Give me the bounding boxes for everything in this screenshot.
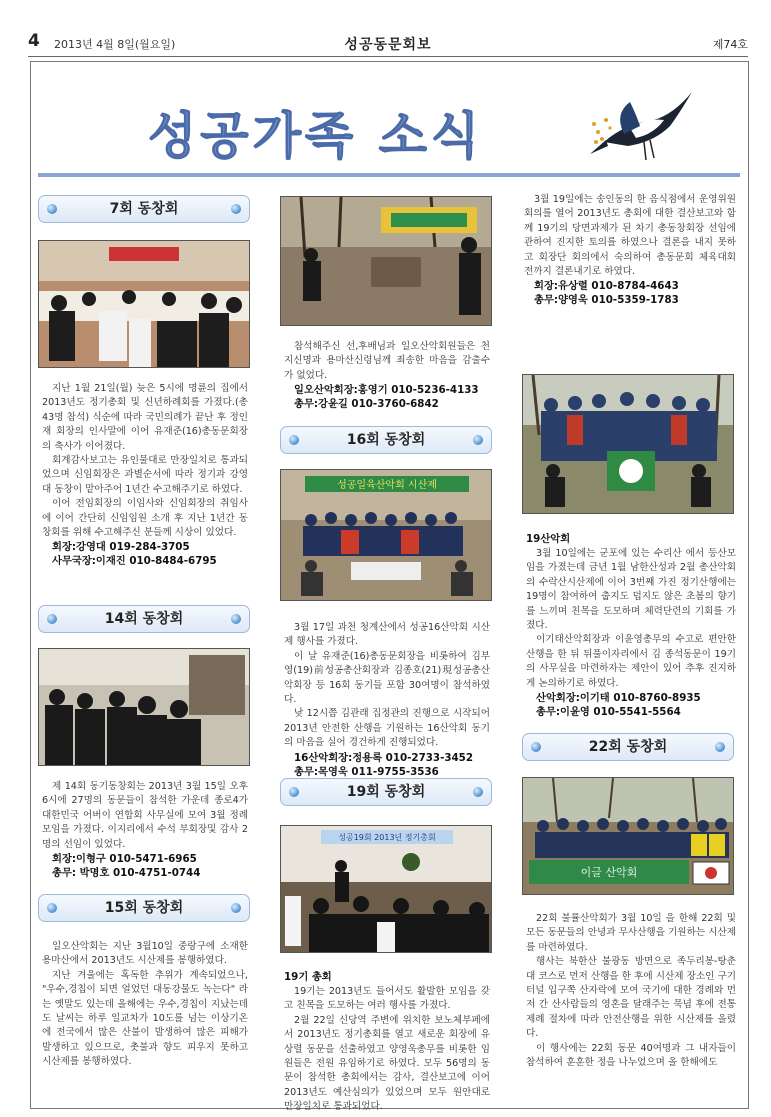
subsection-title: 19산악회 bbox=[526, 533, 571, 545]
bullet-icon bbox=[473, 787, 483, 797]
photo-19-hiking bbox=[522, 374, 734, 514]
magpie-icon bbox=[584, 84, 696, 168]
photo-16-banner-text: 성공일육산악회 시산제 bbox=[337, 480, 437, 491]
contact-line: 총무:이윤영 010-5541-5564 bbox=[536, 706, 681, 719]
section-title: 14회 동창회 bbox=[104, 611, 184, 627]
issue-number: 제74호 bbox=[712, 38, 748, 51]
section-title: 19회 동창회 bbox=[346, 784, 426, 800]
banner-rule bbox=[38, 173, 740, 177]
section-header-14 bbox=[38, 605, 250, 633]
bullet-icon bbox=[531, 742, 541, 752]
photo-19-meeting bbox=[280, 825, 492, 953]
photo-22-banner-text: 이글 산악회 bbox=[580, 866, 638, 879]
contact-line: 총무:강윤길 010-3760-6842 bbox=[294, 398, 439, 411]
photo-7-meeting bbox=[38, 240, 250, 368]
photo-19-banner-text: 성공19회 2013년 정기총회 bbox=[338, 833, 436, 842]
bullet-icon bbox=[231, 614, 241, 624]
contact-line: 총무:목영욱 011-9755-3536 bbox=[294, 765, 439, 778]
photo-22-group bbox=[522, 777, 734, 895]
article-15-cont: 참석해주신 선,후배님과 일오산악회원들은 천지신명과 용마산신령님께 죄송한 마음을 감출수가 없었다. 일오산악회장:홍영기 010-5236-4133 총무:강윤길 010-3760-6842 bbox=[284, 341, 490, 411]
section-title: 22회 동창회 bbox=[588, 739, 668, 755]
subsection-title: 19기 총회 bbox=[284, 971, 332, 983]
photo-16-group bbox=[280, 469, 492, 601]
section-header-16 bbox=[280, 426, 492, 454]
bullet-icon bbox=[47, 903, 57, 913]
photo-14-meeting bbox=[38, 648, 250, 766]
section-title: 15회 동창회 bbox=[104, 900, 184, 916]
section-header-7 bbox=[38, 195, 250, 223]
contact-line: 사무국장:이재진 010-8484-6795 bbox=[52, 555, 217, 568]
article-19-hiking: 19산악회 3월 10일에는 군포에 있는 수리산 에서 등산모임을 가졌는데 금년 1월 남한산성과 2월 총산악회의 수락산시산제에 이어 3번째 가진 정기산행에는 19명이 참여하여 춥지도 덥지도 않은 초봄의 향기를 느끼며 친목을 도모하며 체력단련의 기회를 가졌다. 이기태산악회장과 이윤영총무의 수고로 편안한 산행을 한 뒤 뒤풀이자리에서 김 종석동문이 19기의 사무실을 마련하자는 제안이 있어 추후 진지하게 논의하기로 하였다. 산악회장:이기태 010-8760-8935 총무:이윤영 010-5541-5564 bbox=[526, 533, 736, 719]
bullet-icon bbox=[473, 435, 483, 445]
article-22: 22회 불률산악회가 3월 10일 을 한해 22회 및 모든 동문들의 안녕과 무사산행을 기원하는 시산제를 마련하였다. 행사는 북한산 불광동 방면으로 족두리봉-탕춘대 코스로 먼저 산행을 한 후에 시산제 장소인 구기터널 입구쪽 산자락에 모여 국기에 대한 경례와 먼저 간 산사람들의 영혼을 달래주는 묵념 후에 전통제례 절차에 따라 안전산행을 위한 시산제를 올렸다. 이 행사에는 22회 동문 40여명과 그 내자들이 참석하여 훈훈한 정을 나누었으며 올 한해에도 bbox=[526, 913, 736, 1069]
article-14: 제 14회 동기동창회는 2013년 3월 15일 오후6시에 27명의 동문들이 참석한 가운데 종로4가 대한민국 어버이 연합회 사무실에 모여 3월 정례모임을 가졌다. 이지리에서 수석 부회장및 감사 2명의 선임이 있었다. 회장:이형구 010-5471-6965 총무: 박명호 010-4751-0744 bbox=[42, 781, 248, 880]
contact-line: 16산악회장:정용록 010-2733-3452 bbox=[294, 751, 474, 764]
bullet-icon bbox=[231, 903, 241, 913]
bullet-icon bbox=[289, 435, 299, 445]
section-header-19 bbox=[280, 778, 492, 806]
section-title: 7회 동창회 bbox=[109, 201, 179, 217]
contact-line: 회장:이형구 010-5471-6965 bbox=[52, 853, 197, 866]
contact-line: 총무: 박명호 010-4751-0744 bbox=[52, 867, 201, 880]
page-header bbox=[28, 31, 748, 56]
contact-line: 회장:강영대 019-284-3705 bbox=[52, 541, 190, 554]
contact-line: 산악회장:이기태 010-8760-8935 bbox=[536, 692, 701, 705]
section-title: 16회 동창회 bbox=[346, 432, 426, 448]
article-7: 지난 1월 21일(월) 늦은 5시에 명륜의 집에서 2013년도 정기총회 및 신년하례회를 가졌다.(총 43명 참석) 식순에 따라 국민의례가 끝난 후 정인재 회장의 인사말에 이어 유재준(16)총동문회장의 축사가 이어졌다. 회계감사보고는 유인물대로 만장일치로 통과되었으며 신임회장은 과별순서에 따라 정기과 강영대 동창이 맡아주어 1년간 수고해주기로 하였다. 이어 전임회장의 이임사와 신임회장의 취임사에 이어 간단히 신임임원 소개 후 지난 1년간 동창회를 위해 수고해주신 분들께 시상이 있었다. 회장:강영대 019-284-3705 사무국장:이재진 010-8484-6795 bbox=[42, 383, 248, 568]
contact-line: 총무:양영욱 010-5359-1783 bbox=[534, 294, 679, 307]
section-header-22 bbox=[522, 733, 734, 761]
article-16: 3월 17일 과천 청계산에서 성공16산악회 시산제 행사를 가졌다. 이 날 유재준(16)총동문회장을 비롯하여 김부영(19)前성공총산회장과 김종호(21)現성공총산악회장 등 16회 동기들 포함 30여명이 참석하였다. 낮 12시쯤 김관래 집정관의 진행으로 시작되어 2013년 안전한 산행을 기원하는 16산악회 동기의 마음을 실어 경건하게 진행되었다. 16산악회장:정용록 010-2733-3452 총무:목영욱 011-9755-3536 bbox=[284, 622, 490, 778]
bullet-icon bbox=[715, 742, 725, 752]
bullet-icon bbox=[289, 787, 299, 797]
article-15: 일오산악회는 지난 3월10일 중랑구에 소재한 용마산에서 2013년도 시산제를 봉행하였다. 지난 겨울에는 혹독한 추위가 계속되었으나, "우수,경칩이 되면 얼었던 대동강물도 녹는다" 라는 옛말도 있는데 올해에는 우수,경칩이 지났는데도 날씨는 하루 일교차가 10도를 넘는 이상기온에 전국에서 많은 산불이 발생하여 많은 피해가 발생하고 있으므로, 촛불과 향도 피우지 못하고 시산제를 봉행하였다. bbox=[42, 941, 248, 1068]
article-19: 19기 총회 19기는 2013년도 들어서도 활발한 모임을 갖고 친목을 도모하는 여러 행사를 가졌다. 2월 22일 신당역 주변에 위치한 보노체부페에서 2013년도 정기총회를 열고 새로운 회장에 유상렬 동문을 선출하였고 양영욱총무를 비롯한 임원들은 전원 유임하기로 하였다. 모두 56명의 동문이 참석한 총회에서는 감사, 결산보고에 이어 2013년도 예산심의가 있었으며 모두 원안대로 만장일치로 통과되었다. bbox=[284, 971, 490, 1113]
section-header-15 bbox=[38, 894, 250, 922]
photo-15-ceremony bbox=[280, 196, 492, 326]
header-rule bbox=[28, 56, 748, 57]
issue-date: 2013년 4월 8일(월요일) bbox=[54, 38, 176, 51]
contact-line: 일오산악회장:홍영기 010-5236-4133 bbox=[294, 384, 479, 397]
page-number: 4 bbox=[28, 31, 40, 51]
banner-title: 성공가족 소식 bbox=[148, 107, 484, 165]
article-19-cont: 3월 19일에는 송인동의 한 음식점에서 운영위원회의를 열어 2013년도 총회에 대한 결산보고와 함께 19기의 당면과제가 된 차기 총동창회장 선임에 관하여 진지한 토의를 하였으나 결론을 내지 못하고 회장단 회의에서 숙의하여 총동문회 체육대회 전까지 결론내기로 하였다. 회장:유상렬 010-8784-4643 총무:양영욱 010-5359-1783 bbox=[524, 194, 736, 307]
bullet-icon bbox=[47, 614, 57, 624]
newspaper-name: 성공동문회보 bbox=[344, 37, 432, 53]
bullet-icon bbox=[47, 204, 57, 214]
bullet-icon bbox=[231, 204, 241, 214]
contact-line: 회장:유상렬 010-8784-4643 bbox=[534, 280, 679, 293]
